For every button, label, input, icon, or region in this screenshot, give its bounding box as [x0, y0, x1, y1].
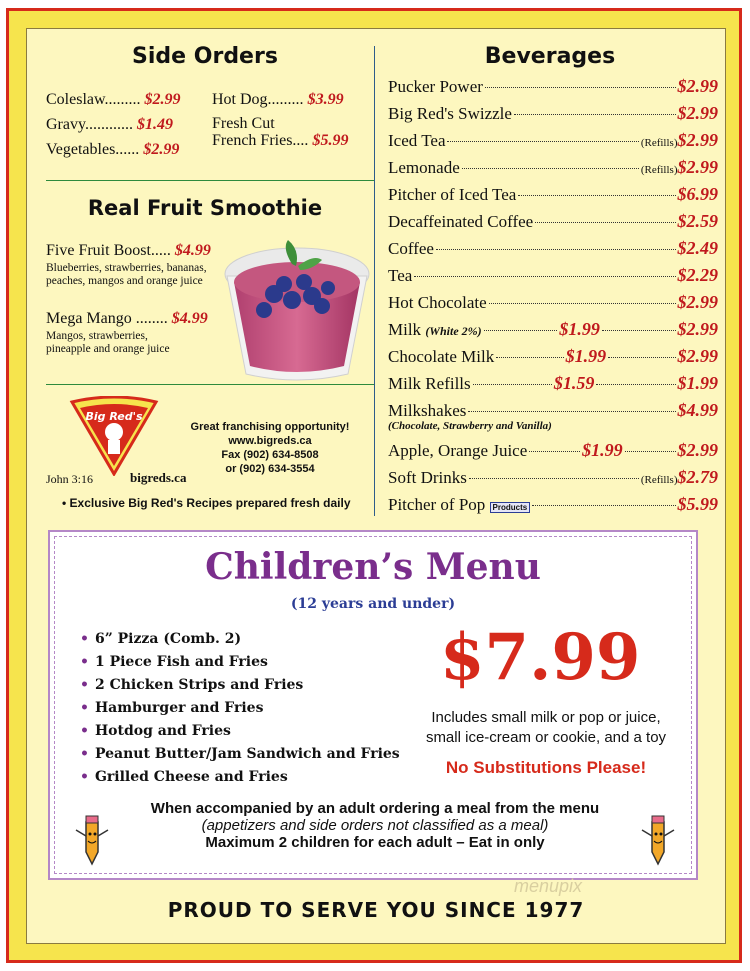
- kids-title: Children’s Menu: [205, 546, 541, 588]
- franchise-info: Great franchising opportunity! www.bigreds.ca Fax (902) 634-8508 or (902) 634-3554: [190, 421, 350, 475]
- bev-item: Milk Refills $1.59 $1.99: [388, 373, 718, 393]
- proud-slogan: PROUD TO SERVE YOU SINCE 1977: [167, 898, 585, 922]
- bev-item: Milkshakes $4.99: [388, 400, 718, 420]
- bev-item: Decaffeinated Coffee $2.59: [388, 211, 718, 231]
- bev-item: Coffee $2.49: [388, 238, 718, 258]
- big-reds-logo: [64, 396, 164, 476]
- kids-subtitle: (12 years and under): [290, 596, 456, 612]
- beverages-title: Beverages: [484, 44, 616, 69]
- no-substitutions: No Substitutions Please!: [445, 758, 647, 777]
- bev-item: Milk (White 2%) $1.99 $2.99: [388, 319, 719, 339]
- list-item: • Grilled Cheese and Fries: [80, 769, 288, 785]
- smoothie-desc: Mangos, strawberries, pineapple and orange juice: [46, 330, 170, 355]
- kids-items: [80, 628, 400, 789]
- bev-item: Chocolate Milk $1.99 $2.99: [388, 346, 719, 366]
- list-item: • 6” Pizza (Comb. 2): [80, 631, 242, 647]
- bev-item: Apple, Orange Juice $1.99 $2.99: [388, 440, 719, 460]
- smoothie-desc: Blueberries, strawberries, bananas, peaches, mangos and orange juice: [46, 262, 207, 287]
- milkshake-flavors: (Chocolate, Strawberry and Vanilla): [388, 420, 552, 432]
- bev-item: Hot Chocolate $2.99: [388, 292, 718, 312]
- watermark: menupix: [514, 876, 583, 896]
- kids-price: $7.99: [440, 620, 641, 695]
- bev-item: Iced Tea (Refills) $2.99: [388, 130, 718, 150]
- bev-item: Pitcher of Iced Tea $6.99: [388, 184, 718, 204]
- side-item-coleslaw: Coleslaw......... $2.99: [46, 91, 181, 108]
- list-item: • 1 Piece Fish and Fries: [80, 654, 268, 670]
- logo-text: Big Red's: [85, 410, 143, 423]
- bigreds-url: bigreds.ca: [130, 470, 187, 485]
- kids-conditions: When accompanied by an adult ordering a meal from the menu (appetizers and side orders not classified as a meal) Maximum 2 children for each adult – Eat in only: [150, 800, 600, 851]
- bev-item: Soft Drinks (Refills) $2.79: [388, 467, 718, 487]
- smoothie-item-mega-mango: Mega Mango ........ $4.99: [46, 310, 208, 327]
- smoothie-item-five-fruit: Five Fruit Boost..... $4.99: [46, 242, 211, 259]
- pencil-mascot-icon: [72, 812, 112, 868]
- smoothie-title: Real Fruit Smoothie: [87, 196, 323, 220]
- list-item: • Hamburger and Fries: [80, 700, 264, 716]
- bev-item: Big Red's Swizzle $2.99: [388, 103, 718, 123]
- side-item-gravy: Gravy............ $1.49: [46, 116, 173, 133]
- pencil-mascot-icon: [638, 812, 678, 868]
- list-item: • Hotdog and Fries: [80, 723, 231, 739]
- exclusive-note: • Exclusive Big Red's Recipes prepared fresh daily: [62, 496, 351, 510]
- bev-item: Pitcher of Pop Products $5.99: [388, 494, 718, 514]
- john-verse: John 3:16: [46, 472, 94, 486]
- side-orders-title: Side Orders: [132, 44, 278, 69]
- pepsi-products-badge: Products: [490, 502, 531, 513]
- list-item: • 2 Chicken Strips and Fries: [80, 677, 304, 693]
- kids-includes: Includes small milk or pop or juice, small ice-cream or cookie, and a toy: [425, 709, 667, 746]
- bev-item: Tea $2.29: [388, 265, 718, 285]
- smoothie-image: [222, 234, 372, 384]
- bev-item: Lemonade (Refills) $2.99: [388, 157, 718, 177]
- side-item-fries: Fresh Cut French Fries.... $5.99: [212, 115, 349, 149]
- section-divider: [46, 384, 374, 385]
- side-item-vegetables: Vegetables...... $2.99: [46, 141, 180, 158]
- list-item: • Peanut Butter/Jam Sandwich and Fries: [80, 746, 400, 762]
- column-divider: [374, 46, 375, 516]
- section-divider: [46, 180, 374, 181]
- side-item-hot-dog: Hot Dog......... $3.99: [212, 91, 344, 108]
- childrens-menu-box: [48, 530, 698, 880]
- bev-item: Pucker Power $2.99: [388, 76, 718, 96]
